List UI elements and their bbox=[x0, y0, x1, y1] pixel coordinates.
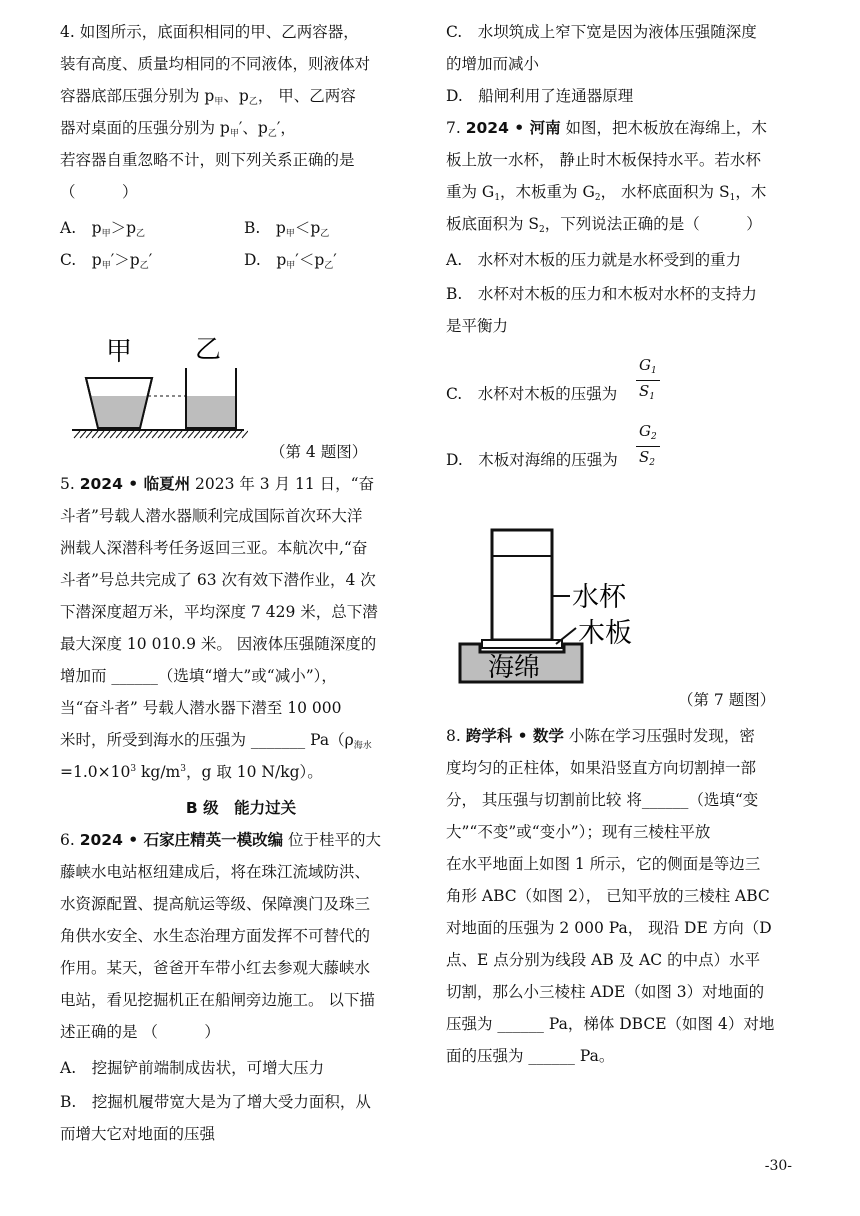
q5-line-8: 当“奋斗者” 号载人潜水器下潜至 10 000 bbox=[60, 699, 342, 717]
q6-line-1: 6. 2024 • 石家庄精英一模改编 位于桂平的大 bbox=[60, 831, 382, 849]
board-label: 木板 bbox=[578, 618, 632, 649]
q8-line-9: 切割，那么小三棱柱 ADE（如图 3）对地面的 bbox=[446, 983, 765, 1001]
q6-source: 2024 • 石家庄精英一模改编 bbox=[79, 831, 284, 849]
q8-line-2: 度均匀的正柱体，如果沿竖直方向切割掉一部 bbox=[446, 759, 757, 777]
q6-line-7: 述正确的是 （ ） bbox=[60, 1023, 220, 1041]
q7-line-3: 重为 G1，木板重为 G2， 水杯底面积为 S1，木 bbox=[446, 183, 767, 203]
q8-line-6: 角形 ABC（如图 2）， 已知平放的三棱柱 ABC bbox=[446, 887, 770, 905]
q8-line-5: 在水平地面上如图 1 所示，它的侧面是等边三 bbox=[446, 855, 761, 873]
q5-line-5: 下潜深度超万米，平均深度 7 429 米，总下潜 bbox=[60, 603, 378, 621]
liquid-yi bbox=[186, 396, 236, 428]
q6-option-d: D. 船闸利用了连通器原理 bbox=[446, 87, 634, 105]
q4-containers-figure bbox=[68, 324, 248, 442]
section-heading-b: B 级 能力过关 bbox=[185, 799, 297, 817]
q4-line-4: 器对桌面的压强分别为 p甲′、p乙′， bbox=[60, 119, 296, 139]
ground-hatch bbox=[74, 431, 248, 438]
q6-line-6: 电站，看见挖掘机正在船闸旁边施工。 以下描 bbox=[60, 991, 375, 1009]
q8-line-1: 8. 跨学科 • 数学 小陈在学习压强时发现，密 bbox=[446, 727, 755, 745]
q7-cup-board-figure bbox=[452, 512, 672, 692]
figure-label-jia: 甲 bbox=[106, 337, 133, 367]
q4-line-6: （ ） bbox=[60, 183, 138, 201]
q4-line-2: 装有高度、质量均相同的不同液体，则液体对 bbox=[60, 55, 371, 73]
q4-line-5: 若容器自重忽略不计，则下列关系正确的是 bbox=[60, 151, 355, 169]
q5-line-9: 米时，所受到海水的压强为 _______ Pa（ρ海水 bbox=[60, 731, 372, 751]
q7-option-a: A. 水杯对木板的压力就是水杯受到的重力 bbox=[446, 251, 742, 269]
q6-option-b-line-2: 而增大它对地面的压强 bbox=[60, 1125, 216, 1143]
q6-option-c-line-1: C. 水坝筑成上窄下宽是因为液体压强随深度 bbox=[446, 23, 757, 41]
q5-line-3: 洲载人深潜科考任务返回三亚。本航次中,“奋 bbox=[60, 539, 368, 557]
q8-line-10: 压强为 ______ Pa，梯体 DBCE（如图 4）对地 bbox=[446, 1015, 775, 1033]
q6-option-b-line-1: B. 挖掘机履带宽大是为了增大受力面积，从 bbox=[60, 1093, 371, 1111]
q6-option-a: A. 挖掘铲前端制成齿状，可增大压力 bbox=[60, 1059, 325, 1077]
q7-figure-caption: （第 7 题图） bbox=[678, 691, 776, 709]
q7-option-d: D. 木板对海绵的压强为 bbox=[446, 451, 618, 469]
wood-board bbox=[482, 640, 562, 648]
q4-line-1: 4. 如图所示，底面积相同的甲、乙两容器， bbox=[60, 23, 359, 41]
q8-line-3: 分， 其压强与切割前比较 将______（选填“变 bbox=[446, 791, 759, 809]
q5-line-7: 增加而 ______（选填“增大”或“减小”）， bbox=[60, 667, 337, 685]
q5-line-2: 斗者”号载人潜水器顺利完成国际首次环大洋 bbox=[60, 507, 363, 525]
liquid-jia bbox=[91, 396, 147, 428]
q8-line-11: 面的压强为 ______ Pa。 bbox=[446, 1047, 615, 1065]
q6-line-5: 作用。某天，爸爸开车带小红去参观大藤峡水 bbox=[60, 959, 371, 977]
q6-option-c-line-2: 的增加而减小 bbox=[446, 55, 540, 73]
q7-fraction-g1-s1: $G_1$ $S_1$ bbox=[636, 356, 662, 406]
q7-line-2: 板上放一水杯， 静止时木板保持水平。若水杯 bbox=[446, 151, 761, 169]
q7-option-b-line-1: B. 水杯对木板的压力和木板对水杯的支持力 bbox=[446, 285, 757, 303]
q7-source: 2024 • 河南 bbox=[465, 119, 561, 137]
q5-line-1: 5. 2024 • 临夏州 2023 年 3 月 11 日，“奋 bbox=[60, 475, 375, 493]
q4-line-3: 容器底部压强分别为 p甲、p乙， 甲、乙两容 bbox=[60, 87, 356, 107]
board-callout-line bbox=[556, 628, 576, 644]
q6-line-4: 角供水安全、水生态治理方面发挥不可替代的 bbox=[60, 927, 371, 945]
q4-option-d: D. p甲′＜p乙′ bbox=[244, 251, 337, 271]
q4-option-a: A. p甲＞p乙 bbox=[60, 219, 146, 239]
q5-line-4: 斗者”号总共完成了 63 次有效下潜作业，4 次 bbox=[60, 571, 376, 589]
q7-line-4: 板底面积为 S2，下列说法正确的是（ ） bbox=[446, 215, 762, 235]
q7-line-1: 7. 2024 • 河南 如图，把木板放在海绵上，木 bbox=[446, 119, 768, 137]
q7-fraction-g2-s2: $G_2$ $S_2$ bbox=[636, 422, 662, 472]
q8-line-7: 对地面的压强为 2 000 Pa， 现沿 DE 方向（D bbox=[446, 919, 772, 937]
q8-source: 跨学科 • 数学 bbox=[465, 727, 564, 745]
q5-line-10: $=1.0\times 10^3$ $kg/m^3$，g 取 10 N/kg）。 bbox=[60, 763, 323, 781]
figure-label-yi: 乙 bbox=[195, 335, 222, 365]
q6-line-3: 水资源配置、提高航运等级、保障澳门及珠三 bbox=[60, 895, 371, 913]
q4-option-b: B. p甲＜p乙 bbox=[244, 219, 330, 239]
q5-line-6: 最大深度 10 010.9 米。 因液体压强随深度的 bbox=[60, 635, 377, 653]
q4-figure-caption: （第 4 题图） bbox=[270, 443, 368, 461]
water-cup bbox=[492, 530, 552, 640]
cup-label: 水杯 bbox=[572, 582, 626, 613]
q7-option-b-line-2: 是平衡力 bbox=[446, 317, 509, 335]
q8-line-4: 大”“不变”或“变小”）；现有三棱柱平放 bbox=[446, 823, 711, 841]
q5-source: 2024 • 临夏州 bbox=[79, 475, 191, 493]
q8-line-8: 点、E 点分别为线段 AB 及 AC 的中点）水平 bbox=[446, 951, 761, 969]
sponge-label: 海绵 bbox=[488, 653, 541, 683]
page-number: -30- bbox=[764, 1158, 792, 1174]
q6-line-2: 藤峡水电站枢纽建成后，将在珠江流域防洪、 bbox=[60, 863, 371, 881]
q4-option-c: C. p甲′＞p乙′ bbox=[60, 251, 153, 271]
q7-option-c: C. 水杯对木板的压强为 bbox=[446, 385, 618, 403]
